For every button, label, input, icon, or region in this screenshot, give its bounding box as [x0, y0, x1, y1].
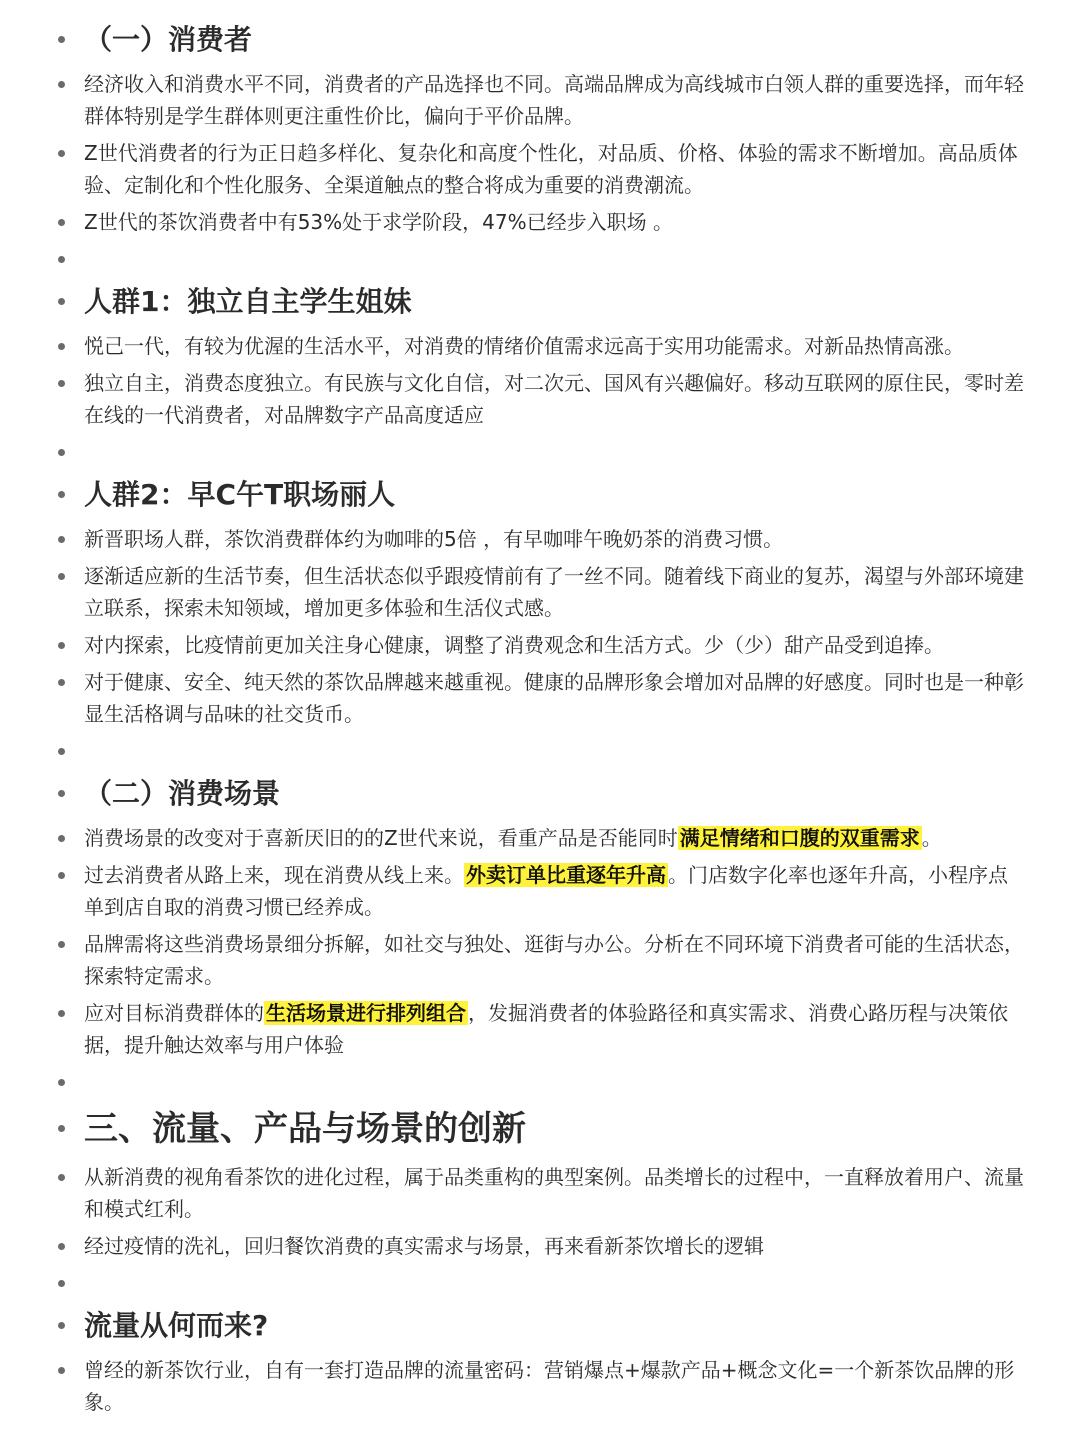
list-item-text: 过去消费者从路上来，现在消费从线上来。: [84, 863, 464, 887]
list-item: 经过疫情的洗礼，回归餐饮消费的真实需求与场景，再来看新茶饮增长的逻辑: [0, 1230, 1080, 1262]
empty-list-item: [0, 1267, 1080, 1299]
list-item: 对内探索，比疫情前更加关注身心健康，调整了消费观念和生活方式。少（少）甜产品受到追捧。: [0, 629, 1080, 661]
list-item: 经济收入和消费水平不同，消费者的产品选择也不同。高端品牌成为高线城市白领人群的重要选择，而年轻群体特别是学生群体则更注重性价比，偏向于平价品牌。: [0, 68, 1080, 132]
empty-list-item: [0, 243, 1080, 275]
list-item: [0, 859, 1080, 923]
section-heading-consumers: （一）消费者: [0, 18, 1080, 62]
list-item: 逐渐适应新的生活节奏，但生活状态似乎跟疫情前有了一丝不同。随着线下商业的复苏，渴望与外部环境建立联系，探索未知领域，增加更多体验和生活仪式感。: [0, 560, 1080, 624]
list-item: 独立自主，消费态度独立。有民族与文化自信，对二次元、国风有兴趣偏好。移动互联网的原住民，零时差在线的一代消费者，对品牌数字产品高度适应: [0, 367, 1080, 431]
empty-list-item: [0, 735, 1080, 767]
list-item-text: 消费场景的改变对于喜新厌旧的的Z世代来说，看重产品是否能同时: [84, 826, 678, 850]
list-item: 从新消费的视角看茶饮的进化过程，属于品类重构的典型案例。品类增长的过程中，一直释放着用户、流量和模式红利。: [0, 1161, 1080, 1225]
list-item: 对于健康、安全、纯天然的茶饮品牌越来越重视。健康的品牌形象会增加对品牌的好感度。同时也是一种彰显生活格调与品味的社交货币。: [0, 666, 1080, 730]
list-item: 曾经的新茶饮行业，自有一套打造品牌的流量密码：营销爆点+爆款产品+概念文化=一个新茶饮品牌的形象。: [0, 1354, 1080, 1418]
section-heading-innovation: 三、流量、产品与场景的创新: [0, 1103, 1080, 1155]
list-item: 悦己一代，有较为优渥的生活水平，对消费的情绪价值需求远高于实用功能需求。对新品热情高涨。: [0, 330, 1080, 362]
highlighted-text: 满足情绪和口腹的双重需求: [679, 826, 920, 850]
list-item: [0, 822, 1080, 854]
traffic-heading: 流量从何而来?: [0, 1304, 1080, 1348]
list-item-text: 应对目标消费群体的: [84, 1001, 264, 1025]
empty-list-item: [0, 1066, 1080, 1098]
list-item: [0, 997, 1080, 1061]
section-heading-scenes: （二）消费场景: [0, 772, 1080, 816]
list-item-text: ，发掘消费者的体验路径和真实需求、消费心路历程与决策依据，提升触达效率与用户体验: [84, 1001, 1008, 1057]
list-item: Z世代消费者的行为正日趋多样化、复杂化和高度个性化，对品质、价格、体验的需求不断增加。高品质体验、定制化和个性化服务、全渠道触点的整合将成为重要的消费潮流。: [0, 137, 1080, 201]
list-item: 品牌需将这些消费场景细分拆解，如社交与独处、逛街与办公。分析在不同环境下消费者可能的生活状态，探索特定需求。: [0, 928, 1080, 992]
highlighted-text: 生活场景进行排列组合: [266, 1001, 466, 1025]
group1-heading: 人群1：独立自主学生姐妹: [0, 280, 1080, 324]
list-item-text: 。: [921, 826, 942, 850]
list-item-text: 。门店数字化率也逐年升高，小程序点单到店自取的消费习惯已经养成。: [84, 863, 1008, 919]
list-item: 新晋职场人群，茶饮消费群体约为咖啡的5倍 ，有早咖啡午晚奶茶的消费习惯。: [0, 523, 1080, 555]
highlighted-text: 外卖订单比重逐年升高: [466, 863, 666, 887]
group2-heading: 人群2：早C午T职场丽人: [0, 473, 1080, 517]
list-item: Z世代的茶饮消费者中有53%处于求学阶段，47%已经步入职场 。: [0, 206, 1080, 238]
empty-list-item: [0, 436, 1080, 468]
